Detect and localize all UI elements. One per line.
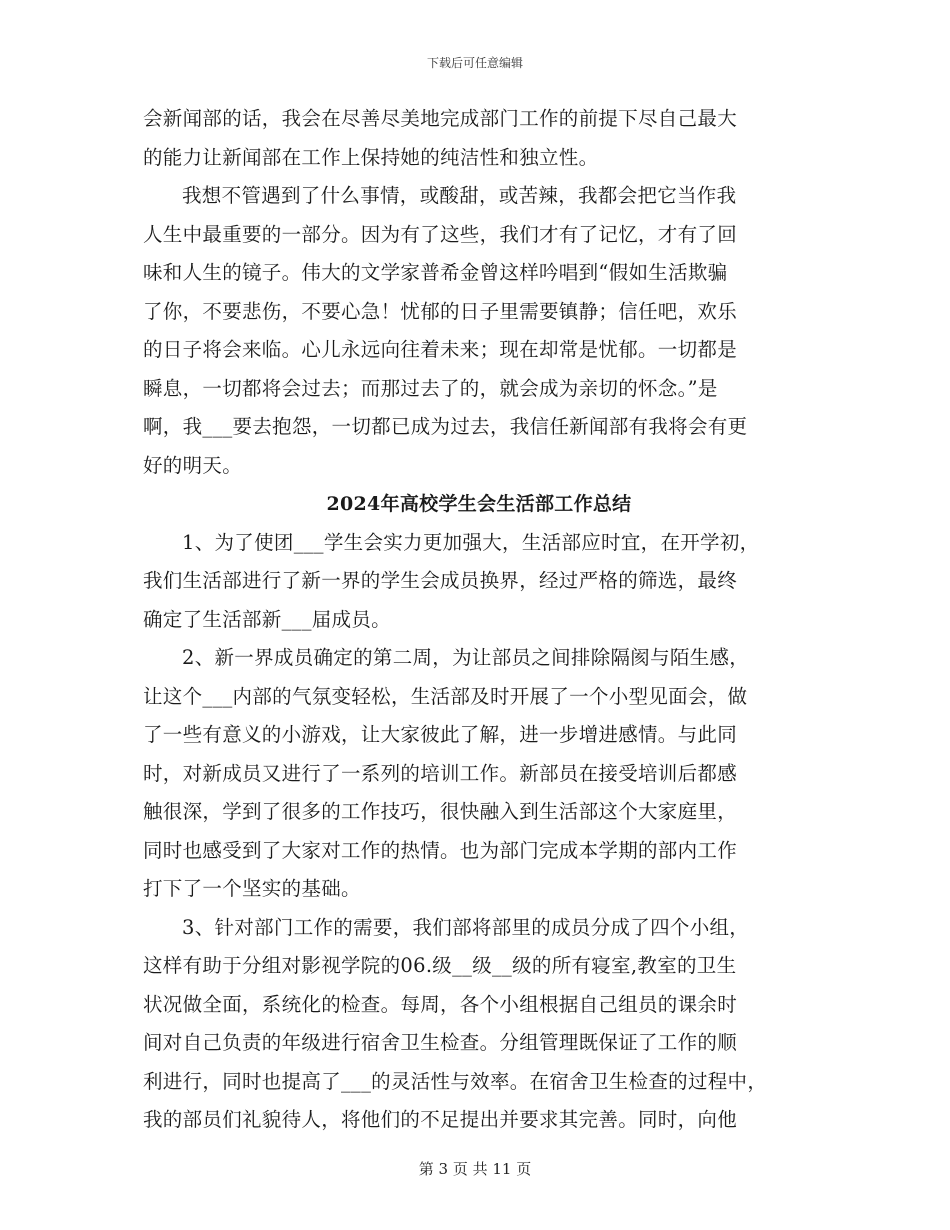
text-line: 我的部员们礼貌待人，将他们的不足提出并要求其完善。同时，向他 [143,1108,738,1131]
text-line: 味和人生的镜子。伟大的文学家普希金曾这样吟唱到“假如生活欺骗 [143,261,728,284]
text-line: 打下了一个坚实的基础。 [143,877,361,900]
text-line: 了一些有意义的小游戏，让大家彼此了解，进一步增进感情。与此同 [143,723,738,746]
page-number: 第 3 页 共 11 页 [418,1160,532,1178]
text-line: 状况做全面，系统化的检查。每周，各个小组根据自己组员的课余时 [143,992,738,1016]
document-body [143,100,815,1140]
text-line: 人生中最重要的一部分。因为有了这些，我们才有了记忆，才有了回 [143,222,738,246]
section-heading: 2024年高校学生会生活部工作总结 [326,493,632,515]
text-line: 触很深，学到了很多的工作技巧，很快融入到生活部这个大家庭里， [143,800,738,823]
text-line: 1、为了使团___学生会实力更加强大，生活部应时宜，在开学初， [182,530,760,554]
page-header: 下载后可任意编辑 [426,56,523,70]
text-line: 利进行，同时也提高了___的灵活性与效率。在宿舍卫生检查的过程中， [143,1069,768,1093]
text-line: 间对自己负责的年级进行宿舍卫生检查。分组管理既保证了工作的顺 [143,1031,738,1054]
text-line: 我想不管遇到了什么事情，或酸甜，或苦辣，我都会把它当作我 [182,184,737,207]
text-line: 这样有助于分组对影视学院的06.级__级__级的所有寝室,教室的卫生 [143,954,737,977]
text-line: 让这个___内部的气氛变轻松，生活部及时开展了一个小型见面会，做 [143,684,748,708]
text-line: 了你，不要悲伤，不要心急！忧郁的日子里需要镇静；信任吧，欢乐 [143,299,738,323]
text-line: 的日子将会来临。心儿永远向往着未来；现在却常是忧郁。一切都是 [143,338,738,361]
text-line: 啊，我___要去抱怨，一切都已成为过去，我信任新闻部有我将会有更 [143,415,748,438]
text-line: 同时也感受到了大家对工作的热情。也为部门完成本学期的部内工作 [143,838,738,862]
text-line: 时，对新成员又进行了一系列的培训工作。新部员在接受培训后都感 [143,761,738,785]
text-line: 2、新一界成员确定的第二周，为让部员之间排除隔阂与陌生感， [182,646,750,669]
text-line: 的能力让新闻部在工作上保持她的纯洁性和独立性。 [143,145,599,169]
text-line: 我们生活部进行了新一界的学生会成员换界，经过严格的筛选，最终 [143,569,738,592]
text-line: 会新闻部的话，我会在尽善尽美地完成部门工作的前提下尽自己最大 [143,107,738,130]
text-line: 瞬息，一切都将会过去；而那过去了的，就会成为亲切的怀念。”是 [143,376,718,400]
text-line: 3、针对部门工作的需要，我们部将部里的成员分成了四个小组， [182,915,750,939]
text-line: 好的明天。 [143,453,243,477]
text-line: 确定了生活部新___届成员。 [143,607,391,631]
